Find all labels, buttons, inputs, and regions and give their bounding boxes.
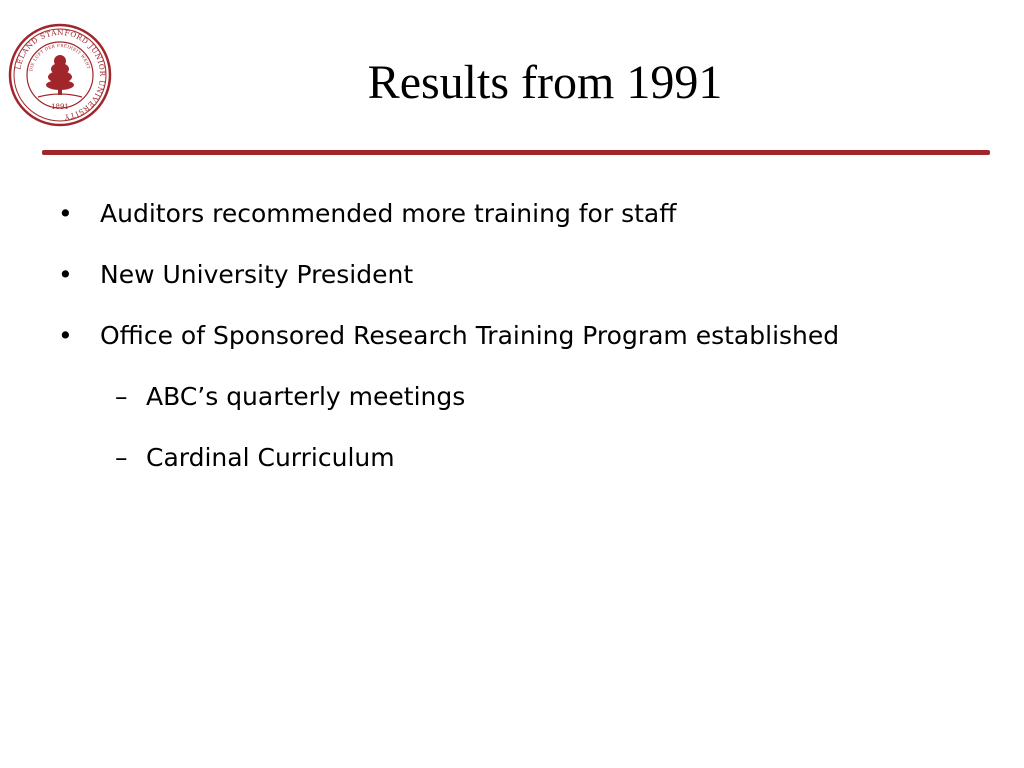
dash-marker: –: [115, 382, 128, 411]
bullet-item: [58, 253, 978, 297]
dash-marker: –: [115, 443, 128, 472]
seal-ring-text: LELAND STANFORD JUNIOR UNIVERSITY: [13, 27, 108, 122]
bullet-text: Cardinal Curriculum: [146, 443, 395, 472]
bullet-marker: •: [58, 321, 73, 350]
sub-bullet-item: [58, 375, 978, 419]
bullet-text: New University President: [100, 260, 414, 289]
bullet-item: [58, 314, 978, 358]
bullet-marker: •: [58, 260, 73, 289]
title-divider: [42, 150, 990, 155]
bullet-marker: •: [58, 199, 73, 228]
bullet-text: Auditors recommended more training for staff: [100, 199, 677, 228]
university-seal: [8, 23, 112, 127]
slide-title: Results from 1991: [367, 56, 723, 109]
seal-motto: DIE LUFT DER FREIHEIT WEHT: [28, 42, 92, 72]
bullet-list: [58, 192, 978, 497]
seal-year: 1891: [51, 103, 69, 111]
bullet-text: ABC’s quarterly meetings: [146, 382, 466, 411]
bullet-item: [58, 192, 978, 236]
tree-icon: [38, 55, 82, 97]
sub-bullet-item: [58, 436, 978, 480]
bullet-text: Office of Sponsored Research Training Program established: [100, 321, 840, 350]
